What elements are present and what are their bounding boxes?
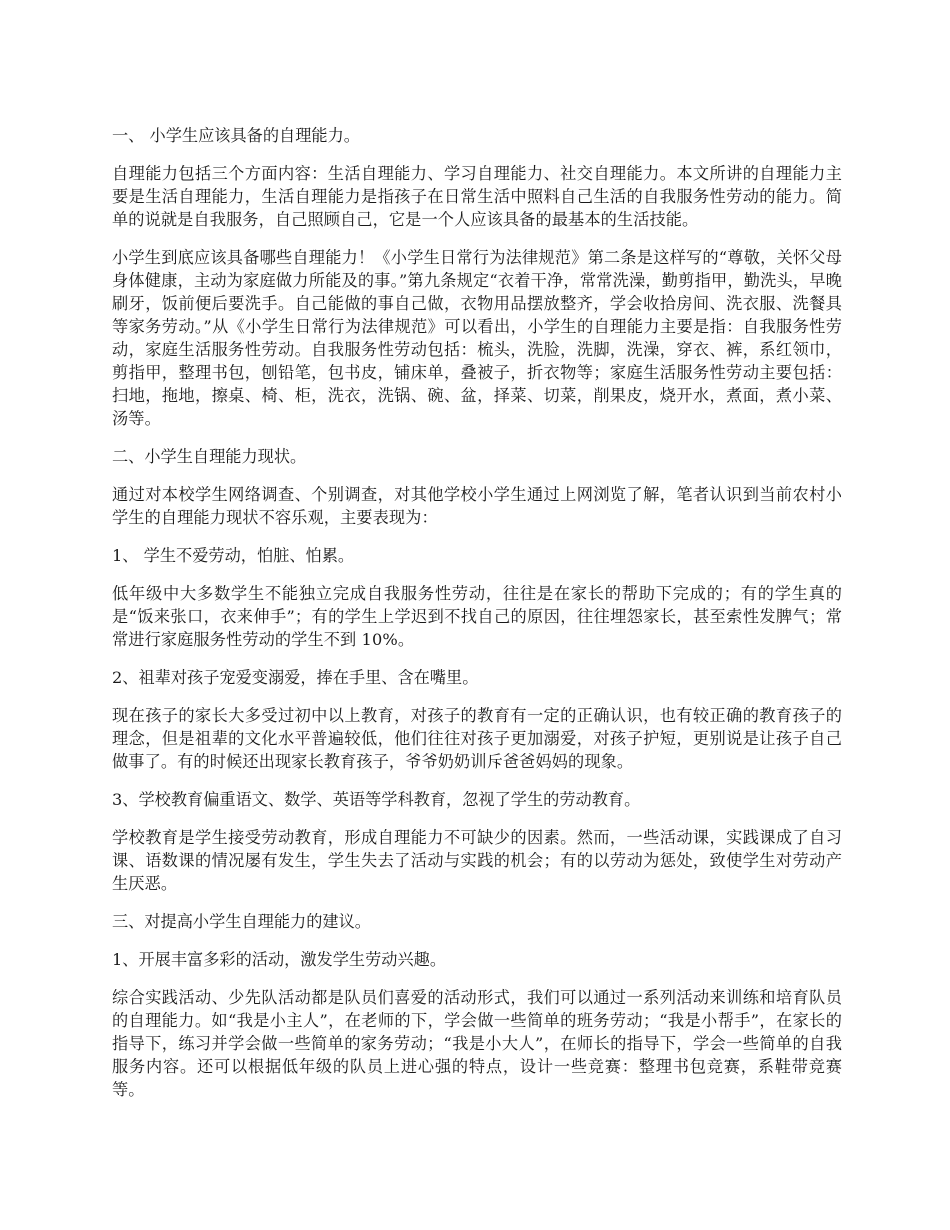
section-heading-3: 三、对提高小学生自理能力的建议。: [112, 912, 371, 931]
section-heading-2: 二、小学生自理能力现状。: [112, 447, 307, 466]
section-heading-1: 一、 小学生应该具备的自理能力。: [112, 126, 360, 145]
paragraph-lazy: 低年级中大多数学生不能独立完成自我服务性劳动，往往是在家长的帮助下完成的；有的学生真的是“饭来张口，衣来伸手”；有的学生上学迟到不找自己的原因，往往埋怨家长，甚至索性发脾气；常常进行家庭服务性劳动的学生不到 10%。: [112, 584, 842, 649]
paragraph-school: 学校教育是学生接受劳动教育，形成自理能力不可缺少的因素。然而，一些活动课，实践课成了自习课、语数课的情况屡有发生，学生失去了活动与实践的机会；有的以劳动为惩处，致使学生对劳动产生厌恶。: [112, 828, 842, 893]
subheading-2: 2、祖辈对孩子宠爱变溺爱，捧在手里、含在嘴里。: [112, 668, 479, 687]
document-page: [112, 124, 842, 1116]
subheading-1: 1、 学生不爱劳动，怕脏、怕累。: [112, 546, 355, 565]
paragraph-survey: 通过对本校学生网络调查、个别调查，对其他学校小学生通过上网浏览了解，笔者认识到当前农村小学生的自理能力现状不容乐观，主要表现为：: [112, 485, 842, 527]
paragraph-activities: 综合实践活动、少先队活动都是队员们喜爱的活动形式，我们可以通过一系列活动来训练和培育队员的自理能力。如“我是小主人”，在老师的下，学会做一些简单的班务劳动；“我是小帮手”，在家长的指导下，练习并学会做一些简单的家务劳动；“我是小大人”，在师长的指导下，学会一些简单的自我服务内容。还可以根据低年级的队员上进心强的特点，设计一些竞赛：整理书包竞赛，系鞋带竞赛等。: [112, 988, 842, 1099]
paragraph-regulations: 小学生到底应该具备哪些自理能力！《小学生日常行为法律规范》第二条是这样写的“尊敬，关怀父母身体健康，主动为家庭做力所能及的事。”第九条规定“衣着干净，常常洗澡，勤剪指甲，勤洗头，早晚刷牙，饭前便后要洗手。自己能做的事自己做，衣物用品摆放整齐，学会收拾房间、洗衣服、洗餐具等家务劳动。”从《小学生日常行为法律规范》可以看出，小学生的自理能力主要是指：自我服务性劳动，家庭生活服务性劳动。自我服务性劳动包括：梳头，洗脸，洗脚，洗澡，穿衣、裤，系红领巾，剪指甲，整理书包，刨铅笔，包书皮，铺床单，叠被子，折衣物等；家庭生活服务性劳动主要包括：扫地，拖地，擦桌、椅、柜，洗衣，洗锅、碗、盆，择菜、切菜，削果皮，烧开水，煮面，煮小菜、汤等。: [112, 248, 842, 428]
paragraph-grandparents: 现在孩子的家长大多受过初中以上教育，对孩子的教育有一定的正确认识，也有较正确的教育孩子的理念，但是祖辈的文化水平普遍较低，他们往往对孩子更加溺爱，对孩子护短，更别说是让孩子自己做事了。有的时候还出现家长教育孩子，爷爷奶奶训斥爸爸妈妈的现象。: [112, 706, 842, 771]
paragraph-definition: 自理能力包括三个方面内容：生活自理能力、学习自理能力、社交自理能力。本文所讲的自理能力主要是生活自理能力，生活自理能力是指孩子在日常生活中照料自己生活的自我服务性劳动的能力。简单的说就是自我服务，自己照顾自己，它是一个人应该具备的最基本的生活技能。: [112, 164, 842, 229]
subheading-3: 3、学校教育偏重语文、数学、英语等学科教育，忽视了学生的劳动教育。: [112, 790, 641, 809]
subheading-4: 1、开展丰富多彩的活动，激发学生劳动兴趣。: [112, 950, 447, 969]
